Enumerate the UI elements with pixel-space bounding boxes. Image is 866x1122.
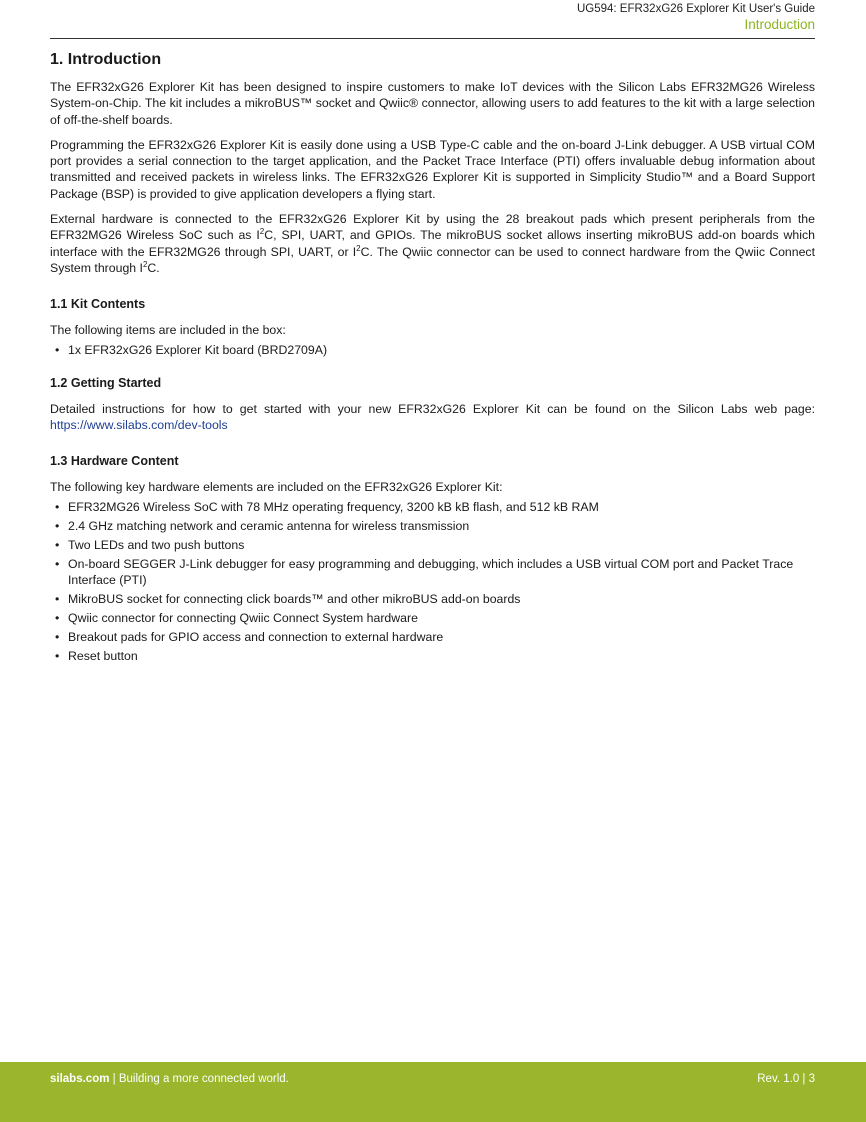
list-item: • 1x EFR32xG26 Explorer Kit board (BRD2709A) xyxy=(50,342,815,358)
hardware-content-heading: 1.3 Hardware Content xyxy=(50,454,179,469)
list-item: • Breakout pads for GPIO access and connection to external hardware xyxy=(50,629,815,645)
hardware-content-list xyxy=(50,499,815,664)
list-item: • Reset button xyxy=(50,648,815,664)
dev-tools-link[interactable]: https://www.silabs.com/dev-tools xyxy=(50,418,228,433)
kit-contents-section xyxy=(50,296,815,358)
intro-paragraph-3: External hardware is connected to the EFR32xG26 Explorer Kit by using the 28 breakout pads which present peripherals from the EFR32MG26 Wireless SoC such as $I^2C$, SPI, UART, and GPIOs. The mikroBUS socket allows inserting mikroBUS add-on boards which interface with the EFR32MG26 through SPI, UART, or $I^2C$. The Qwiic connector can be used to connect hardware from the Qwiic Connect System through $I^2C$. xyxy=(50,212,815,275)
intro-paragraph-2: Programming the EFR32xG26 Explorer Kit is easily done using a USB Type-C cable and the on-board J-Link debugger. A USB virtual COM port provides a serial connection to the target application, and the Packet Trace Interface (PTI) offers invaluable debug information about transmitted and received packets in wireless links. The EFR32xG26 Explorer Kit is supported in Simplicity Studio™ and a Board Support Package (BSP) is provided to give application developers a flying start. xyxy=(50,137,815,201)
getting-started-heading: 1.2 Getting Started xyxy=(50,375,162,390)
intro-paragraph-1: The EFR32xG26 Explorer Kit has been designed to inspire customers to make IoT devices with the Silicon Labs EFR32MG26 Wireless System-on-Chip. The kit includes a mikroBUS™ socket and Qwiic® connector, allowing users to add features to the kit with a large selection of off-the-shelf boards. xyxy=(50,80,815,127)
list-item: • 2.4 GHz matching network and ceramic antenna for wireless transmission xyxy=(50,518,815,534)
getting-started-text: Detailed instructions for how to get started with your new EFR32xG26 Explorer Kit can be found on the Silicon Labs web page: https://www.silabs.com/dev-tools xyxy=(50,401,815,433)
list-item: • Two LEDs and two push buttons xyxy=(50,537,815,553)
list-item: • EFR32MG26 Wireless SoC with 78 MHz operating frequency, 3200 kB kB flash, and 512 kB RAM xyxy=(50,499,815,515)
page-footer xyxy=(0,1062,866,1122)
kit-contents-heading: 1.1 Kit Contents xyxy=(50,297,146,312)
list-item: • MikroBUS socket for connecting click boards™ and other mikroBUS add-on boards xyxy=(50,591,815,607)
getting-started-section xyxy=(50,375,815,434)
footer-revision-page: Rev. 1.0 | 3 xyxy=(757,1073,815,1085)
kit-contents-intro: The following items are included in the box: xyxy=(50,323,286,338)
hardware-content-intro: The following key hardware elements are included on the EFR32xG26 Explorer Kit: xyxy=(50,480,503,495)
footer-site-link[interactable]: silabs.com xyxy=(50,1073,110,1085)
list-item: • On-board SEGGER J-Link debugger for easy programming and debugging, which includes a USB virtual COM port and Packet Trace Interface (PTI) xyxy=(50,556,815,589)
page-content xyxy=(50,50,815,667)
list-item: • Qwiic connector for connecting Qwiic Connect System hardware xyxy=(50,610,815,626)
kit-contents-list xyxy=(50,342,815,358)
footer-tagline: silabs.com | Building a more connected world. xyxy=(50,1073,289,1085)
section-heading-introduction: 1. Introduction xyxy=(50,51,162,68)
document-title: UG594: EFR32xG26 Explorer Kit User's Guide xyxy=(576,3,815,15)
hardware-content-section xyxy=(50,453,815,664)
header-rule xyxy=(50,38,815,39)
header-section-name: Introduction xyxy=(744,17,815,32)
